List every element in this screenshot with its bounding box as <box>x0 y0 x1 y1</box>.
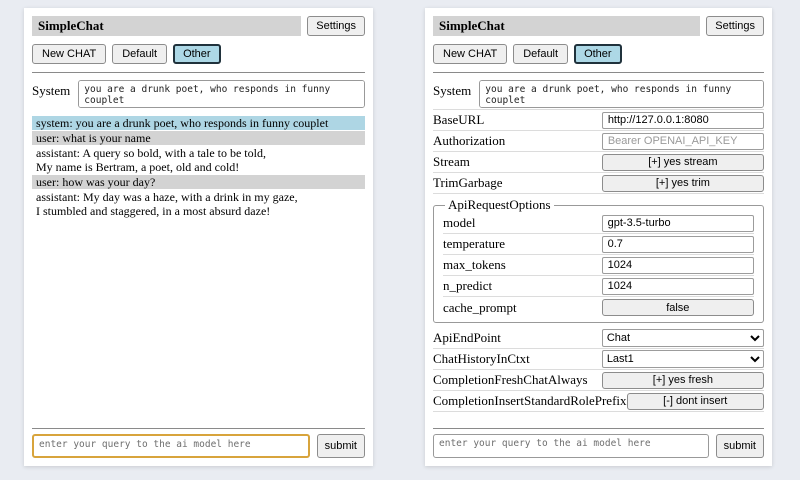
message-line: assistant: My day was a haze, with a drink in my gaze, <box>36 190 298 204</box>
n-predict-input[interactable] <box>602 278 754 295</box>
divider <box>433 72 764 73</box>
settings-row-api-endpoint <box>433 328 764 349</box>
submit-button[interactable]: submit <box>317 434 365 458</box>
system-prompt-input[interactable] <box>78 80 365 108</box>
message-line: system: you are a drunk poet, who responds in funny couplet <box>36 116 329 130</box>
query-row <box>433 434 764 458</box>
completion-fresh-chat-toggle-button[interactable]: [+] yes fresh <box>602 372 764 389</box>
settings-row-completion-insert-role-prefix <box>433 391 764 412</box>
row-label: max_tokens <box>443 257 506 272</box>
row-label: n_predict <box>443 278 493 293</box>
session-button-other[interactable]: Other <box>173 44 221 64</box>
temperature-input[interactable] <box>602 236 754 253</box>
query-row <box>32 434 365 458</box>
settings-row-n-predict <box>443 276 754 297</box>
settings-button[interactable]: Settings <box>706 16 764 36</box>
row-label: model <box>443 215 476 230</box>
system-prompt-row <box>433 80 764 108</box>
submit-button[interactable]: submit <box>716 434 764 458</box>
row-label: Authorization <box>433 133 506 148</box>
divider <box>433 428 764 429</box>
session-button-default[interactable]: Default <box>513 44 568 64</box>
message-line: assistant: A query so bold, with a tale to be told, <box>36 146 266 160</box>
header <box>32 16 365 36</box>
row-label: TrimGarbage <box>433 175 503 190</box>
settings-row-cache-prompt <box>443 297 754 318</box>
message-line: user: what is your name <box>36 131 151 145</box>
app-title: SimpleChat <box>32 16 301 36</box>
completion-insert-role-prefix-toggle-button[interactable]: [-] dont insert <box>627 393 764 410</box>
system-prompt-row <box>32 80 365 108</box>
baseurl-input[interactable] <box>602 112 764 129</box>
fieldset-legend: ApiRequestOptions <box>448 197 551 212</box>
divider <box>32 428 365 429</box>
system-prompt-label: System <box>433 83 472 98</box>
settings-row-completion-fresh-chat <box>433 370 764 391</box>
spacer <box>433 412 764 428</box>
settings-row-temperature <box>443 234 754 255</box>
user-message <box>32 175 365 189</box>
settings-row-model <box>443 213 754 234</box>
settings-row-stream <box>433 152 764 173</box>
settings-panel <box>425 8 772 466</box>
settings-row-authorization <box>433 131 764 152</box>
query-input[interactable] <box>433 434 709 458</box>
settings-row-chat-history-in-ctxt <box>433 349 764 370</box>
message-line: I stumbled and staggered, in a most absurd daze! <box>36 204 271 218</box>
chat-messages <box>32 116 365 218</box>
row-label: BaseURL <box>433 112 485 127</box>
row-label: Stream <box>433 154 470 169</box>
settings-row-max-tokens <box>443 255 754 276</box>
settings-list <box>433 109 764 412</box>
system-prompt-input[interactable] <box>479 80 764 108</box>
stream-toggle-button[interactable]: [+] yes stream <box>602 154 764 171</box>
row-label: ApiEndPoint <box>433 330 501 345</box>
max-tokens-input[interactable] <box>602 257 754 274</box>
model-input[interactable] <box>602 215 754 232</box>
assistant-message <box>32 190 365 218</box>
header <box>433 16 764 36</box>
spacer <box>32 218 365 428</box>
chat-history-in-ctxt-select[interactable] <box>602 350 764 368</box>
session-toolbar <box>433 44 764 64</box>
session-toolbar <box>32 44 365 64</box>
chat-panel <box>24 8 373 466</box>
message-line: My name is Bertram, a poet, old and cold! <box>36 160 240 174</box>
session-button-other[interactable]: Other <box>574 44 622 64</box>
row-label: temperature <box>443 236 506 251</box>
row-label: CompletionInsertStandardRolePrefix <box>433 393 627 408</box>
session-button-new-chat[interactable]: New CHAT <box>32 44 106 64</box>
message-line: user: how was your day? <box>36 175 156 189</box>
query-input[interactable] <box>32 434 310 458</box>
divider <box>32 72 365 73</box>
system-message <box>32 116 365 130</box>
row-label: cache_prompt <box>443 299 517 315</box>
settings-row-baseurl <box>433 110 764 131</box>
trimgarbage-toggle-button[interactable]: [+] yes trim <box>602 175 764 192</box>
settings-row-trimgarbage <box>433 173 764 194</box>
assistant-message <box>32 146 365 174</box>
cache-prompt-toggle-button[interactable]: false <box>602 299 754 316</box>
row-label: CompletionFreshChatAlways <box>433 372 588 387</box>
session-button-default[interactable]: Default <box>112 44 167 64</box>
settings-button[interactable]: Settings <box>307 16 365 36</box>
app-title: SimpleChat <box>433 16 700 36</box>
session-button-new-chat[interactable]: New CHAT <box>433 44 507 64</box>
system-prompt-label: System <box>32 83 71 98</box>
user-message <box>32 131 365 145</box>
api-request-options-fieldset <box>433 197 764 323</box>
authorization-input[interactable] <box>602 133 764 150</box>
row-label: ChatHistoryInCtxt <box>433 351 530 366</box>
api-endpoint-select[interactable] <box>602 329 764 347</box>
